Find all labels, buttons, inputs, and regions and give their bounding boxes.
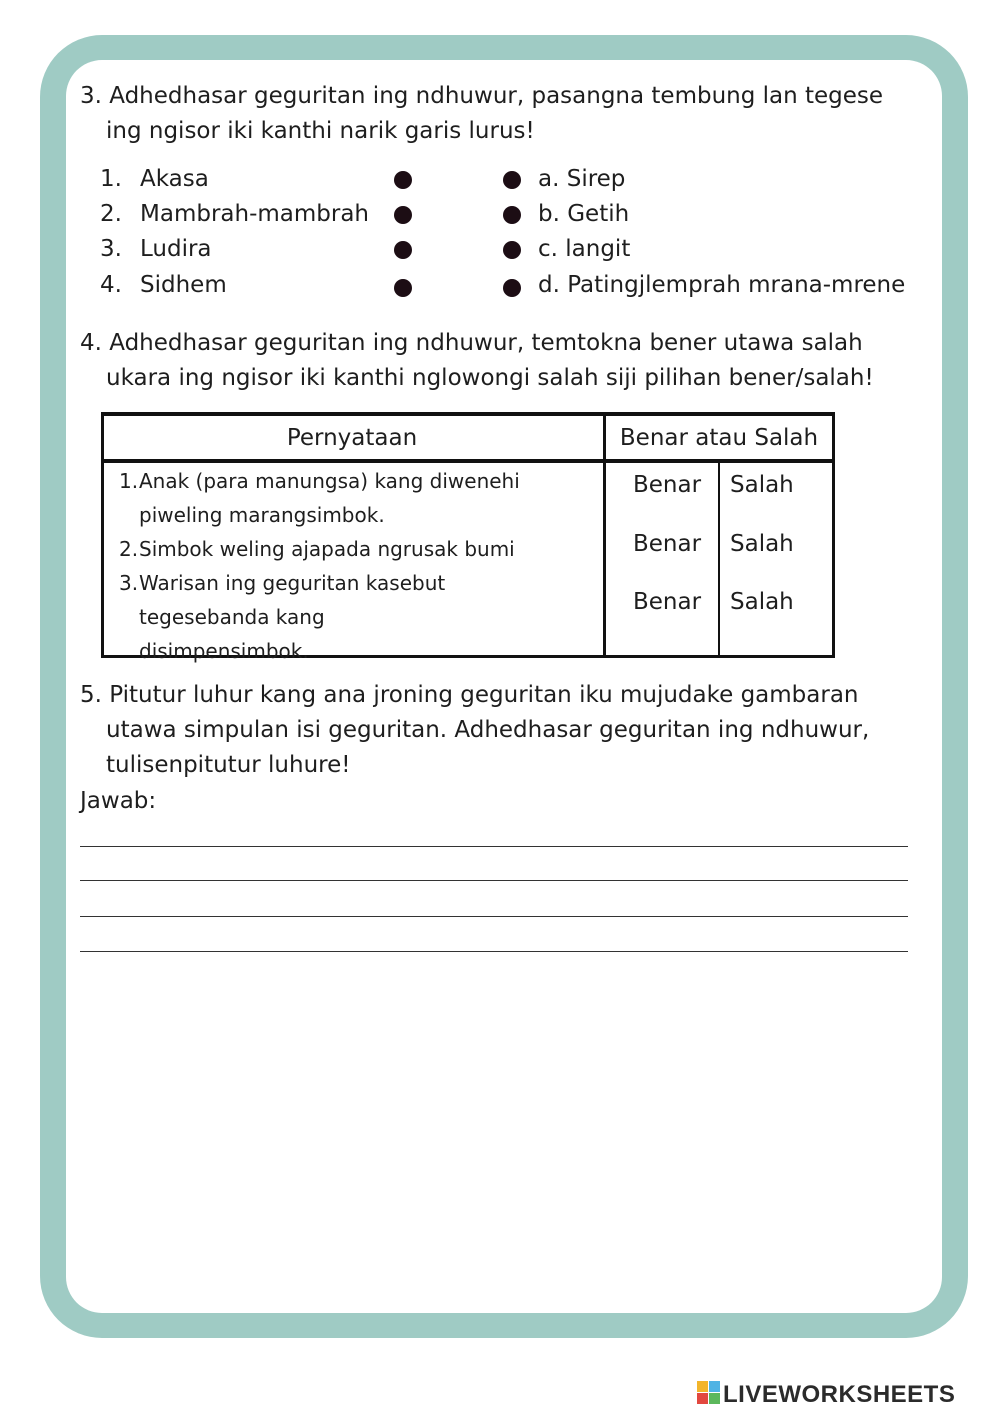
table-border-top (101, 412, 835, 416)
statement-text: Simbok weling ajapada ngrusak bumi (139, 537, 515, 561)
match-row-3 (100, 232, 940, 267)
match-right-answer: d. Patingjlemprah mrana-mrene (538, 272, 906, 298)
statement-number: 3. (119, 571, 139, 595)
match-left-number: 2. (100, 201, 122, 227)
table-choice-divider (718, 462, 720, 658)
question-5-prompt (80, 678, 869, 783)
match-right-dot[interactable] (503, 279, 521, 297)
match-right-dot[interactable] (503, 171, 521, 189)
table-header-divider (101, 459, 835, 463)
answer-line-1[interactable] (80, 846, 908, 847)
question-5-line-1: 5. Pitutur luhur kang ana jroning geguritan iku mujudake gambaran (80, 682, 859, 708)
statement-text: Anak (para manungsa) kang diwenehi piweling marangsimbok. (139, 469, 520, 527)
match-row-2 (100, 197, 940, 232)
header-statement: Pernyataan (286, 425, 418, 451)
liveworksheets-logo-icon (697, 1381, 721, 1405)
option-salah-2[interactable]: Salah (730, 531, 794, 557)
answer-line-3[interactable] (80, 916, 908, 917)
option-benar-3[interactable]: Benar (633, 589, 702, 615)
option-salah-1[interactable]: Salah (730, 472, 794, 498)
match-left-dot[interactable] (394, 171, 412, 189)
answer-label: Jawab: (80, 788, 157, 814)
brand-name: LIVEWORKSHEETS (723, 1381, 956, 1408)
question-3-line-2: ing ngisor iki kanthi narik garis lurus! (106, 118, 535, 144)
liveworksheets-brand (697, 1381, 955, 1409)
match-right-answer: c. langit (538, 236, 631, 262)
match-left-dot[interactable] (394, 206, 412, 224)
question-5-line-2: utawa simpulan isi geguritan. Adhedhasar geguritan ing ndhuwur, (106, 717, 870, 743)
match-left-number: 1. (100, 166, 122, 192)
match-left-number: 4. (100, 272, 122, 298)
match-right-dot[interactable] (503, 206, 521, 224)
match-right-answer: a. Sirep (538, 166, 626, 192)
answer-line-4[interactable] (80, 951, 908, 952)
table-border-right (832, 412, 835, 658)
question-5-line-3: tulisenpitutur luhure! (106, 752, 351, 778)
true-false-table (101, 412, 835, 663)
match-left-number: 3. (100, 236, 122, 262)
question-4-line-2: ukara ing ngisor iki kanthi nglowongi salah siji pilihan bener/salah! (106, 365, 874, 391)
match-left-term: Ludira (140, 236, 212, 262)
option-salah-3[interactable]: Salah (730, 589, 794, 615)
statement-number: 1. (119, 469, 139, 493)
match-left-term: Sidhem (140, 272, 227, 298)
option-benar-1[interactable]: Benar (633, 472, 702, 498)
question-3-line-1: 3. Adhedhasar geguritan ing ndhuwur, pasangna tembung lan tegese (80, 83, 884, 109)
match-row-1 (100, 162, 940, 197)
statement-number: 2. (119, 537, 139, 561)
match-left-dot[interactable] (394, 279, 412, 297)
match-left-dot[interactable] (394, 241, 412, 259)
match-right-dot[interactable] (503, 241, 521, 259)
question-4-line-1: 4. Adhedhasar geguritan ing ndhuwur, temtokna bener utawa salah (80, 330, 863, 356)
question-4-prompt (80, 326, 874, 396)
match-left-term: Akasa (140, 166, 209, 192)
match-row-4 (100, 268, 940, 303)
answer-line-2[interactable] (80, 880, 908, 881)
match-left-term: Mambrah-mambrah (140, 201, 370, 227)
statement-text: Warisan ing geguritan kasebut tegesebanda kang disimpensimbok. (139, 571, 446, 663)
option-benar-2[interactable]: Benar (633, 531, 702, 557)
match-right-answer: b. Getih (538, 201, 630, 227)
question-3-prompt (80, 79, 883, 149)
header-choice: Benar atau Salah (619, 425, 819, 451)
